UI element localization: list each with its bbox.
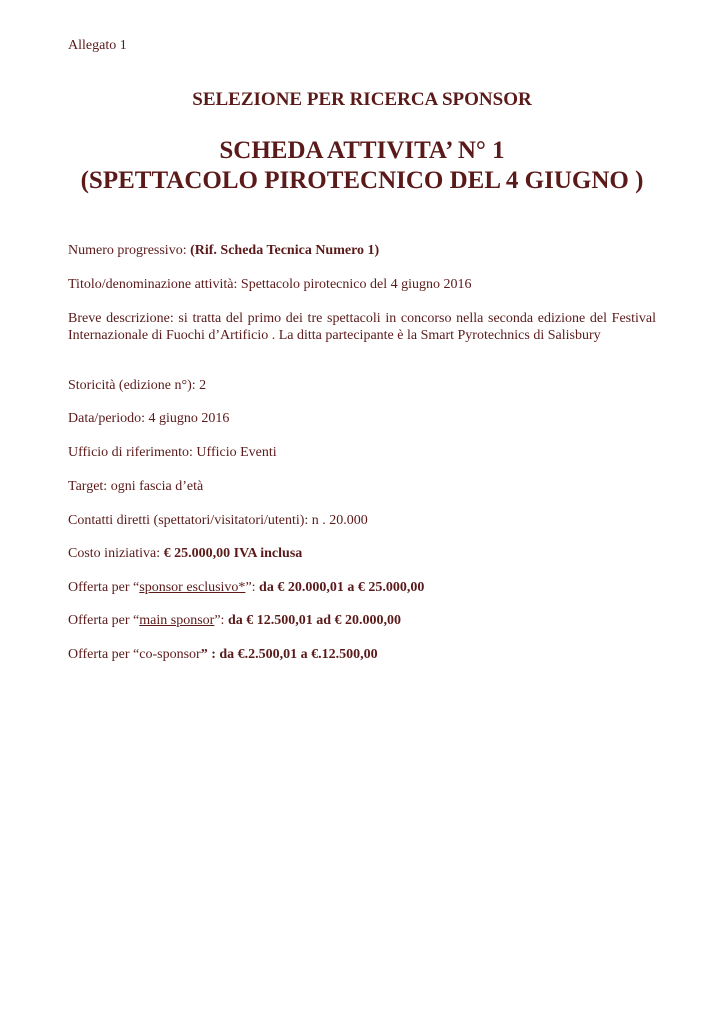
offer-main-sponsor bbox=[68, 612, 656, 629]
offer-main-suffix: ”: bbox=[214, 613, 228, 628]
offer-co-value: ” : da €.2.500,01 a €.12.500,00 bbox=[200, 647, 378, 662]
offer-exclusive-suffix: ”: bbox=[245, 580, 260, 595]
costo-value: € 25.000,00 IVA inclusa bbox=[163, 546, 303, 561]
field-descrizione: Breve descrizione: si tratta del primo dei tre spettacoli in concorso nella seconda edizione del Festival Internazionale di Fuochi d’Artificio . La ditta partecipante è la Smart Pyrotechnics di Salisbury bbox=[68, 311, 656, 343]
field-ufficio: Ufficio di riferimento: Ufficio Eventi bbox=[68, 445, 277, 460]
activity-sheet-title bbox=[0, 136, 724, 196]
numero-value: (Rif. Scheda Tecnica Numero 1) bbox=[190, 243, 380, 258]
offer-main-name: main sponsor bbox=[139, 613, 215, 628]
field-costo bbox=[68, 545, 656, 562]
offer-main-value: da € 12.500,01 ad € 20.000,00 bbox=[227, 613, 402, 628]
activity-sheet-title-line2: (SPETTACOLO PIROTECNICO DEL 4 GIUGNO ) bbox=[80, 167, 644, 194]
field-target: Target: ogni fascia d’età bbox=[68, 479, 204, 494]
field-storicita: Storicità (edizione n°): 2 bbox=[68, 378, 207, 393]
field-titolo: Titolo/denominazione attività: Spettacolo pirotecnico del 4 giugno 2016 bbox=[68, 277, 472, 292]
attachment-label: Allegato 1 bbox=[68, 38, 127, 53]
offer-exclusive-value: da € 20.000,01 a € 25.000,00 bbox=[259, 580, 425, 595]
offer-co-sponsor bbox=[68, 646, 656, 663]
selection-heading: SELEZIONE PER RICERCA SPONSOR bbox=[192, 89, 532, 110]
offer-main-prefix: Offerta per “ bbox=[68, 613, 140, 628]
offer-co-prefix: Offerta per “co-sponsor bbox=[68, 647, 201, 662]
field-data-periodo: Data/periodo: 4 giugno 2016 bbox=[68, 411, 230, 426]
offer-exclusive-name: sponsor esclusivo* bbox=[139, 580, 246, 595]
activity-sheet-title-line1: SCHEDA ATTIVITA’ N° 1 bbox=[219, 137, 505, 164]
offer-exclusive-prefix: Offerta per “ bbox=[68, 580, 140, 595]
field-numero-progressivo bbox=[68, 242, 656, 259]
offer-exclusive-sponsor bbox=[68, 579, 656, 596]
numero-label: Numero progressivo: bbox=[68, 243, 191, 258]
field-contatti: Contatti diretti (spettatori/visitatori/utenti): n . 20.000 bbox=[68, 513, 368, 528]
costo-label: Costo iniziativa: bbox=[68, 546, 164, 561]
